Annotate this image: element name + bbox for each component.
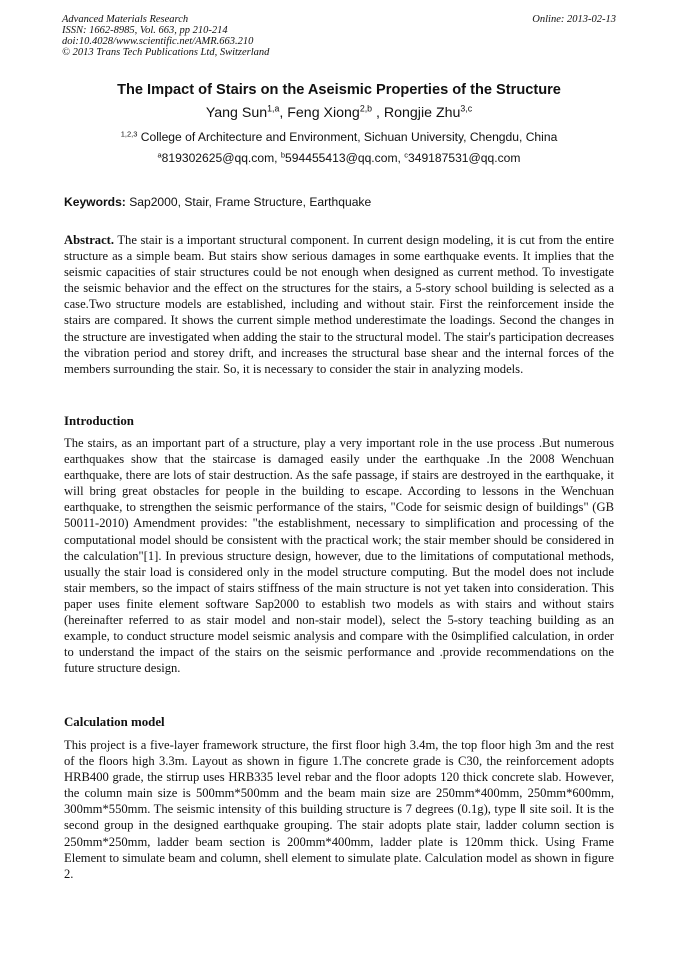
- keywords-label: Keywords:: [64, 195, 126, 209]
- author-separator: ,: [372, 105, 384, 121]
- section-heading-introduction: Introduction: [64, 414, 134, 428]
- email-mark: a: [157, 150, 162, 160]
- author-emails: [0, 151, 678, 166]
- journal-header: [62, 14, 616, 58]
- section-heading-calculation-model: Calculation model: [64, 715, 165, 729]
- affiliation: [0, 130, 678, 145]
- keywords: [64, 195, 614, 210]
- email-address: 349187531@qq.com: [408, 151, 521, 165]
- doi-line: doi:10.4028/www.scientific.net/AMR.663.210: [62, 36, 254, 47]
- email-mark: c: [404, 150, 408, 160]
- email-mark: b: [280, 150, 286, 160]
- introduction-paragraph: The stairs, as an important part of a structure, play a very important role in the use process .But numerous earthquakes show that the staircase is damaged easily under the earthquake .In the 2008 Wenchuan earthquake, there are lots of stair destruction. As the safe passage, if stairs are destroyed in the earthquake, it will bring great obstacles for people in the building to escape. According to lessons in the Wenchuan earthquake, to strengthen the seismic performance of the stairs, "Code for seismic design of buildings" (GB 50011-2010) Amendment provides: "the establishment, necessary to simplification and processing of the computational model should be consistent with the practical work; the stair member should be considered in the calculation"[1]. In previous structure design, however, due to the limitations of computational methods, usually the stair load is considered only in the model structure computing. But the model does not include stair members, so the impact of stairs stiffness of the main structure is not yet taken into consideration. This paper uses finite element software Sap2000 to establish two models as with stairs and without stairs (hereinafter referred to as stair model and non-stair model), select the 5-story teaching building as an example, to conduct structure model seismic analysis and compare with the 0simplified calculation, in order to understand the impact of the stairs on the seismic performance and .provide recommendations on the future structure design.: [64, 436, 614, 676]
- author-affiliation-mark: 3,c: [460, 103, 473, 114]
- online-date: Online: 2013-02-13: [532, 14, 616, 25]
- affiliation-text: College of Architecture and Environment, Sichuan University, Chengdu, China: [137, 130, 558, 144]
- author-name: Feng Xiong: [287, 105, 360, 121]
- abstract-label: Abstract.: [64, 233, 115, 247]
- issn-line: ISSN: 1662-8985, Vol. 663, pp 210-214: [62, 25, 228, 36]
- paper-title: The Impact of Stairs on the Aseismic Properties of the Structure: [117, 82, 561, 98]
- abstract: [64, 232, 614, 377]
- author-affiliation-mark: 1,a: [267, 103, 280, 114]
- email-address: 819302625@qq.com,: [161, 151, 281, 165]
- affiliation-mark: 1,2,3: [120, 129, 138, 139]
- author-name: Rongjie Zhu: [383, 105, 461, 121]
- journal-name: Advanced Materials Research: [62, 14, 189, 25]
- author-name: Yang Sun: [205, 105, 268, 121]
- author-separator: ,: [279, 105, 288, 121]
- author-affiliation-mark: 2,b: [359, 103, 373, 114]
- copyright-line: © 2013 Trans Tech Publications Ltd, Switzerland: [62, 47, 270, 58]
- author-list: [0, 104, 678, 122]
- calculation-model-paragraph: This project is a five-layer framework structure, the first floor high 3.4m, the top floor high 3m and the rest of the floors high 3.3m. Layout as shown in figure 1.The concrete grade is C30, the reinforcement adopts HRB400 grade, the stirrup uses HRB335 level rebar and the floor adopts 120 thick concrete slab. However, the column main size is 500mm*500mm and the beam main size are 250mm*400mm, 250mm*600mm, 300mm*550mm. The seismic intensity of this building structure is 7 degrees (0.1g), type Ⅱ site soil. It is the second group in the designed earthquake grouping. The stair adopts plate stair, ladder column section is 250mm*250mm, ladder beam section is 200mm*400mm, ladder plate is 120mm thick. Using Frame Element to simulate beam and column, shell element to simulate plate. Calculation model as shown in figure 2.: [64, 738, 614, 881]
- email-address: 594455413@qq.com,: [285, 151, 405, 165]
- abstract-text: The stair is a important structural component. In current design modeling, it is cut from the entire structure as a simple beam. But stairs show serious damages in some earthquake events. It implies that the seismic capacities of stair structures could be not enough when designed as current method. To investigate the seismic behavior and the effect on the structures for the stairs, a 5-story school building is selected as a case.Two structure models are established, including and without stair. First the reinforcement inside the stairs are compared. It shows the current simple method underestimate the loadings. Second the changes in the structure are investigated when adding the stair to the structural model. The stair's participation decreases the vibration period and storey drift, and increases the structural base shear and the internal forces of the members surrounding the stair. So, it is necessary to consider the stair in analyzing models.: [64, 233, 614, 376]
- keywords-text: Sap2000, Stair, Frame Structure, Earthquake: [125, 195, 372, 209]
